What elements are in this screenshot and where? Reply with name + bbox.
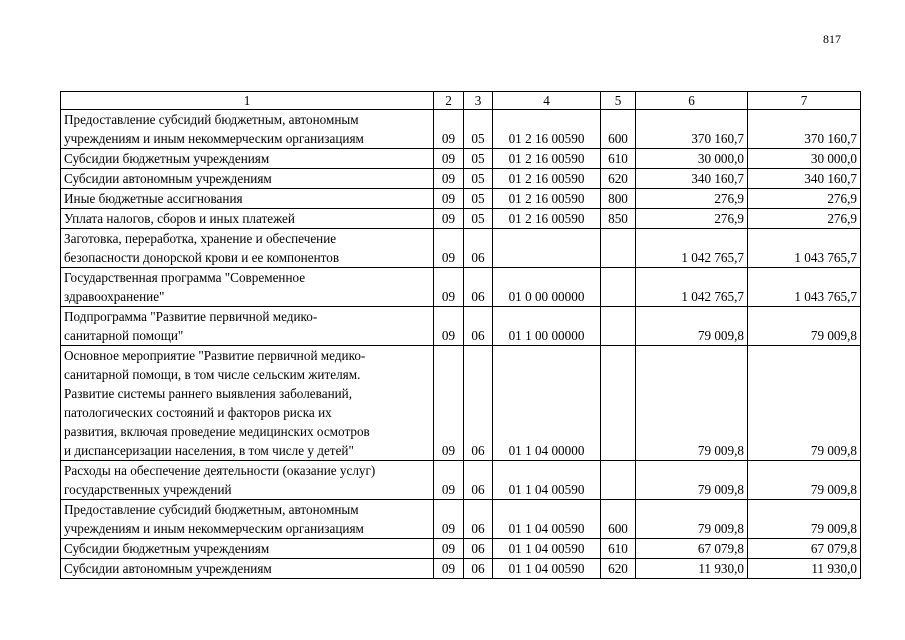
table-row [61, 559, 861, 579]
cell-expense-type [601, 461, 636, 500]
cell-amount-year-2: 11 930,0 [748, 559, 861, 579]
cell-subsection: 05 [464, 149, 493, 169]
cell-target-article: 01 2 16 00590 [493, 169, 601, 189]
cell-expense-type: 610 [601, 149, 636, 169]
cell-expense-type: 600 [601, 500, 636, 539]
cell-section: 09 [434, 189, 464, 209]
cell-expense-type: 610 [601, 539, 636, 559]
cell-subsection: 06 [464, 268, 493, 307]
cell-amount-year-2: 79 009,8 [748, 461, 861, 500]
table-row [61, 169, 861, 189]
cell-target-article: 01 1 04 00590 [493, 461, 601, 500]
column-header: 1 [61, 92, 434, 110]
cell-amount-year-1: 276,9 [636, 209, 748, 229]
table-row [61, 268, 861, 307]
cell-expense-type [601, 346, 636, 461]
cell-amount-year-2: 30 000,0 [748, 149, 861, 169]
cell-amount-year-1: 79 009,8 [636, 500, 748, 539]
page-number: 817 [823, 32, 841, 46]
cell-section: 09 [434, 346, 464, 461]
row-name-text: Расходы на обеспечение деятельности (оказание услуг) государственных учреждений [64, 463, 376, 497]
cell-amount-year-1: 79 009,8 [636, 461, 748, 500]
table-row [61, 209, 861, 229]
cell-name [61, 307, 434, 346]
cell-target-article: 01 2 16 00590 [493, 209, 601, 229]
cell-target-article: 01 2 16 00590 [493, 149, 601, 169]
row-name-text: Субсидии бюджетным учреждениям [64, 151, 270, 166]
cell-expense-type: 620 [601, 559, 636, 579]
row-name-text: Субсидии автономным учреждениям [64, 561, 272, 576]
cell-name [61, 209, 434, 229]
cell-target-article: 01 1 04 00000 [493, 346, 601, 461]
cell-target-article: 01 1 04 00590 [493, 539, 601, 559]
cell-amount-year-2: 276,9 [748, 189, 861, 209]
cell-amount-year-2: 79 009,8 [748, 307, 861, 346]
cell-section: 09 [434, 209, 464, 229]
cell-subsection: 05 [464, 169, 493, 189]
cell-section: 09 [434, 500, 464, 539]
cell-name [61, 500, 434, 539]
table-row [61, 539, 861, 559]
cell-expense-type: 850 [601, 209, 636, 229]
cell-target-article: 01 0 00 00000 [493, 268, 601, 307]
cell-subsection: 06 [464, 346, 493, 461]
cell-subsection: 06 [464, 559, 493, 579]
cell-target-article: 01 2 16 00590 [493, 110, 601, 149]
cell-target-article: 01 1 00 00000 [493, 307, 601, 346]
cell-section: 09 [434, 559, 464, 579]
cell-amount-year-1: 11 930,0 [636, 559, 748, 579]
table-row [61, 110, 861, 149]
row-name-text: Предоставление субсидий бюджетным, автономным учреждениям и иным некоммерческим организациям [64, 502, 364, 536]
cell-amount-year-1: 1 042 765,7 [636, 268, 748, 307]
cell-section: 09 [434, 110, 464, 149]
cell-target-article [493, 229, 601, 268]
column-header: 5 [601, 92, 636, 110]
cell-name [61, 149, 434, 169]
row-name-text: Предоставление субсидий бюджетным, автономным учреждениям и иным некоммерческим организациям [64, 112, 364, 146]
cell-name [61, 559, 434, 579]
cell-name [61, 110, 434, 149]
cell-amount-year-2: 1 043 765,7 [748, 229, 861, 268]
table-row [61, 500, 861, 539]
column-header: 7 [748, 92, 861, 110]
cell-name [61, 169, 434, 189]
cell-expense-type: 600 [601, 110, 636, 149]
table-row [61, 189, 861, 209]
cell-amount-year-2: 1 043 765,7 [748, 268, 861, 307]
column-header: 4 [493, 92, 601, 110]
cell-subsection: 06 [464, 229, 493, 268]
cell-amount-year-2: 340 160,7 [748, 169, 861, 189]
cell-target-article: 01 1 04 00590 [493, 559, 601, 579]
cell-amount-year-1: 370 160,7 [636, 110, 748, 149]
cell-section: 09 [434, 229, 464, 268]
table-row [61, 307, 861, 346]
cell-expense-type [601, 229, 636, 268]
cell-target-article: 01 2 16 00590 [493, 189, 601, 209]
cell-section: 09 [434, 169, 464, 189]
cell-name [61, 461, 434, 500]
cell-expense-type: 800 [601, 189, 636, 209]
cell-name [61, 268, 434, 307]
table-row [61, 229, 861, 268]
cell-subsection: 05 [464, 110, 493, 149]
cell-amount-year-2: 79 009,8 [748, 500, 861, 539]
cell-amount-year-1: 1 042 765,7 [636, 229, 748, 268]
cell-subsection: 05 [464, 209, 493, 229]
cell-amount-year-1: 79 009,8 [636, 346, 748, 461]
cell-name [61, 539, 434, 559]
budget-table [60, 91, 861, 579]
row-name-text: Субсидии бюджетным учреждениям [64, 541, 270, 556]
table-row [61, 149, 861, 169]
cell-amount-year-1: 79 009,8 [636, 307, 748, 346]
column-header: 3 [464, 92, 493, 110]
cell-amount-year-1: 276,9 [636, 189, 748, 209]
cell-amount-year-2: 276,9 [748, 209, 861, 229]
cell-amount-year-2: 67 079,8 [748, 539, 861, 559]
cell-section: 09 [434, 307, 464, 346]
cell-target-article: 01 1 04 00590 [493, 500, 601, 539]
cell-amount-year-1: 340 160,7 [636, 169, 748, 189]
table-row [61, 461, 861, 500]
table-body [61, 110, 861, 579]
cell-subsection: 06 [464, 461, 493, 500]
cell-name [61, 346, 434, 461]
cell-expense-type [601, 307, 636, 346]
row-name-text: Иные бюджетные ассигнования [64, 191, 243, 206]
row-name-text: Подпрограмма "Развитие первичной медико- санитарной помощи" [64, 309, 318, 343]
cell-amount-year-1: 67 079,8 [636, 539, 748, 559]
cell-amount-year-2: 370 160,7 [748, 110, 861, 149]
cell-subsection: 05 [464, 189, 493, 209]
table-header-row [61, 92, 861, 110]
column-header: 6 [636, 92, 748, 110]
cell-subsection: 06 [464, 539, 493, 559]
row-name-text: Государственная программа "Современное здравоохранение" [64, 270, 306, 304]
cell-section: 09 [434, 539, 464, 559]
table-row [61, 346, 861, 461]
cell-section: 09 [434, 268, 464, 307]
cell-name [61, 229, 434, 268]
cell-subsection: 06 [464, 307, 493, 346]
row-name-text: Заготовка, переработка, хранение и обеспечение безопасности донорской крови и ее компонентов [64, 231, 340, 265]
cell-expense-type: 620 [601, 169, 636, 189]
column-header: 2 [434, 92, 464, 110]
cell-expense-type [601, 268, 636, 307]
cell-section: 09 [434, 461, 464, 500]
cell-name [61, 189, 434, 209]
cell-subsection: 06 [464, 500, 493, 539]
row-name-text: Уплата налогов, сборов и иных платежей [64, 211, 295, 226]
cell-amount-year-1: 30 000,0 [636, 149, 748, 169]
row-name-text: Субсидии автономным учреждениям [64, 171, 272, 186]
cell-section: 09 [434, 149, 464, 169]
cell-amount-year-2: 79 009,8 [748, 346, 861, 461]
row-name-text: Основное мероприятие "Развитие первичной медико- санитарной помощи, в том числе сельским жителям. Развитие системы раннего выявления заболеваний, патологических состояний и факторов риска их развития, включая проведение медицинских осмотров и диспансеризации населения, в том числе у детей" [64, 348, 370, 458]
